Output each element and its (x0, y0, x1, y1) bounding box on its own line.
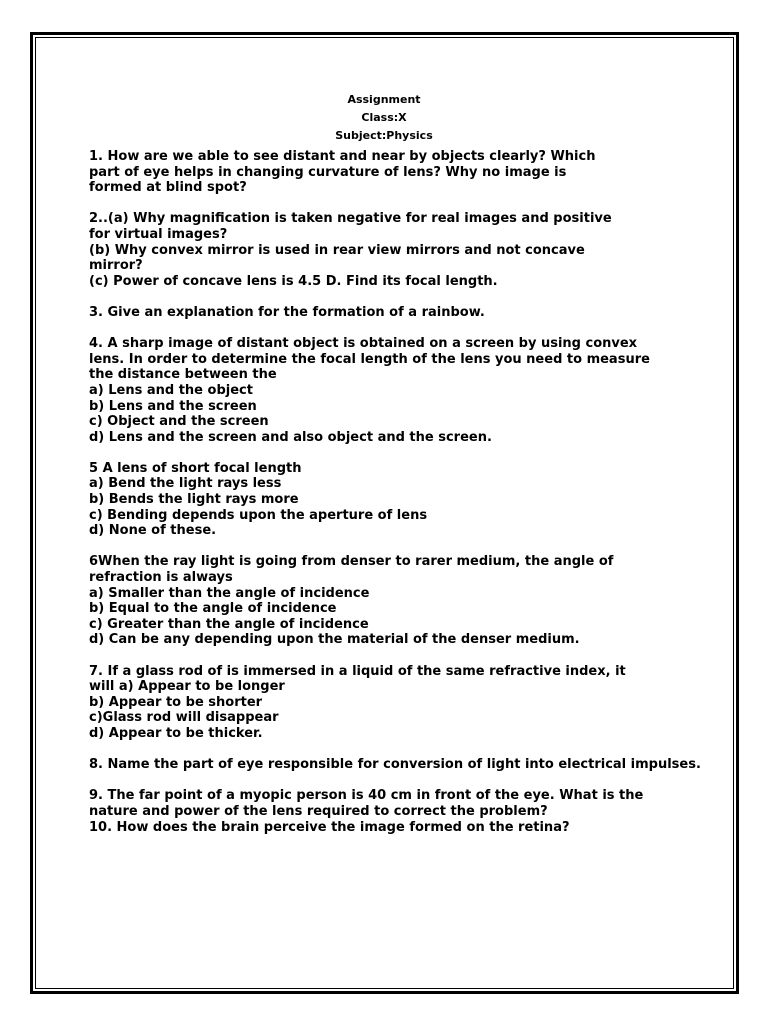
question-3 (89, 305, 699, 321)
questions-body (89, 149, 699, 835)
question-line: 4. A sharp image of distant object is obtained on a screen by using convex (89, 336, 638, 352)
option-line: a) Smaller than the angle of incidence (89, 585, 370, 601)
option-line: d) Appear to be thicker. (89, 725, 263, 741)
option-line: d) Can be any depending upon the material of the denser medium. (89, 632, 580, 648)
question-line: 10. How does the brain perceive the image formed on the retina? (89, 819, 570, 835)
option-line: a) Lens and the object (89, 382, 253, 398)
question-6 (89, 554, 699, 648)
question-line: 2..(a) Why magnification is taken negative for real images and positive (89, 211, 612, 227)
question-2 (89, 211, 699, 289)
question-line: for virtual images? (89, 226, 228, 242)
option-line: b) Equal to the angle of incidence (89, 601, 337, 617)
question-line: refraction is always (89, 570, 233, 586)
option-line: c) Object and the screen (89, 414, 269, 430)
question-line: (c) Power of concave lens is 4.5 D. Find its focal length. (89, 273, 498, 289)
class-label: Class:X (361, 111, 407, 124)
question-8 (89, 757, 699, 773)
question-line: lens. In order to determine the focal length of the lens you need to measure (89, 351, 650, 367)
option-line: c)Glass rod will disappear (89, 710, 279, 726)
question-line: mirror? (89, 258, 143, 274)
question-line: part of eye helps in changing curvature of lens? Why no image is (89, 164, 567, 180)
question-1 (89, 149, 699, 196)
question-line: 1. How are we able to see distant and near by objects clearly? Which (89, 149, 596, 164)
option-line: b) Appear to be shorter (89, 694, 263, 710)
question-7 (89, 664, 699, 742)
question-line: nature and power of the lens required to correct the problem? (89, 803, 548, 819)
option-line: c) Greater than the angle of incidence (89, 616, 369, 632)
option-line: d) None of these. (89, 523, 217, 539)
question-line: 3. Give an explanation for the formation of a rainbow. (89, 304, 485, 320)
option-line: a) Bend the light rays less (89, 476, 282, 492)
option-line: will a) Appear to be longer (89, 679, 285, 695)
question-line: 7. If a glass rod of is immersed in a liquid of the same refractive index, it (89, 663, 626, 679)
option-line: d) Lens and the screen and also object and the screen. (89, 429, 492, 445)
question-5 (89, 461, 699, 539)
question-line: 8. Name the part of eye responsible for conversion of light into electrical impulses. (89, 757, 701, 773)
option-line: c) Bending depends upon the aperture of lens (89, 507, 428, 523)
question-line: 6When the ray light is going from denser to rarer medium, the angle of (89, 554, 614, 570)
subject-label: Subject:Physics (335, 129, 433, 142)
question-line: the distance between the (89, 367, 277, 383)
question-line: 9. The far point of a myopic person is 40 cm in front of the eye. What is the (89, 788, 644, 804)
assignment-title: Assignment (347, 93, 421, 106)
question-line: formed at blind spot? (89, 180, 247, 196)
question-line: 5 A lens of short focal length (89, 460, 302, 476)
question-line: (b) Why convex mirror is used in rear view mirrors and not concave (89, 242, 585, 258)
option-line: b) Lens and the screen (89, 398, 257, 414)
option-line: b) Bends the light rays more (89, 492, 299, 508)
question-4 (89, 336, 699, 445)
question-9-10 (89, 788, 699, 835)
